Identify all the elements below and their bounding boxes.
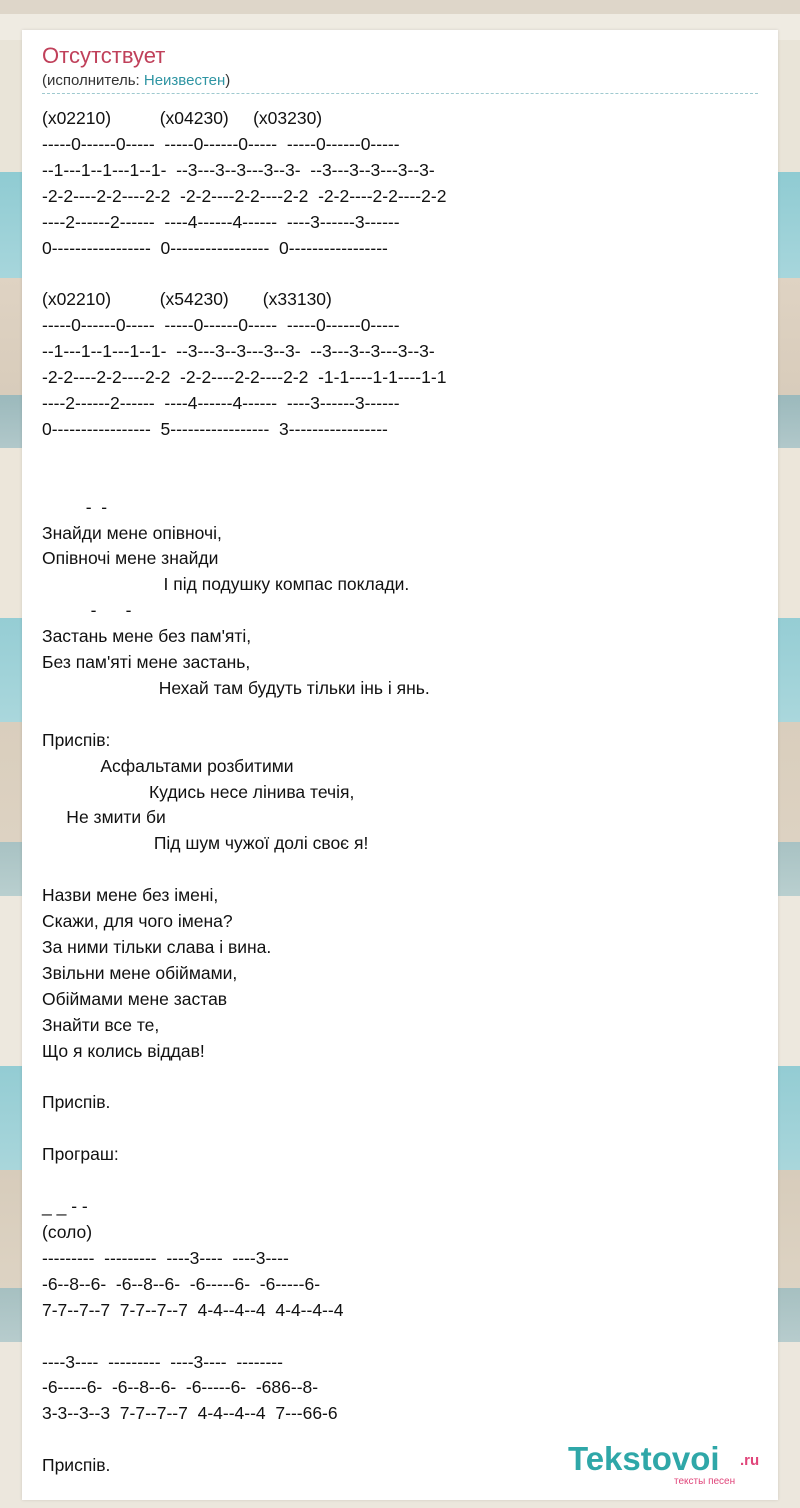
logo-wordmark: Tekstovoi [568, 1440, 720, 1477]
artist-link[interactable]: Неизвестен [143, 72, 226, 89]
artist-line [42, 72, 230, 89]
logo-tld: .ru [740, 1452, 760, 1469]
artist-prefix: (исполнитель: [42, 72, 144, 89]
site-logo[interactable] [568, 1440, 778, 1490]
artist-suffix: ) [225, 72, 231, 89]
lyrics-text: (x02210) (x04230) (x03230) -----0------0----- -----0------0----- -----0------0----- --1---1--1---1--1- --3---3--3---3--3- --3---3--3---3--3- -2-2----2-2----2-2 -2-2----2-2----2-2 -2-2----2-2----2-2 ----2------2------ ----4------4------ ----3------3------ 0----------------- 0----------------- 0----------------- (x02210) (x54230) (x33130) -----0------0----- -----0------0----- -----0------0----- --1---1--1---1--1- --3---3--3---3--3- --3---3--3---3--3- -2-2----2-2----2-2 -2-2----2-2----2-2 -1-1----1-1----1-1 ----2------2------ ----4------4------ ----3------3------ 0----------------- 5----------------- 3----------------- - - Знайди мене опівночі, Опівночі мене знайди І під подушку компас поклади. - - Застань мене без пам'яті, Без пам'яті мене застань, Нехай там будуть тільки інь і янь. Приспів: Асфальтами розбитими Кудись несе лінива течія, Не змити би Під шум чужої долі своє я! Назви мене без імені, Скажи, для чого імена? За ними тільки слава і вина. Звільни мене обіймами, Обіймами мене застав Знайти все те, Що я колись віддав! Приспів. Програш: _ _ - - (соло) --------- --------- ----3---- ----3---- -6--8--6- -6--8--6- -6-----6- -6-----6- 7-7--7--7 7-7--7--7 4-4--4--4 4-4--4--4 ----3---- --------- ----3---- -------- -6-----6- -6--8--6- -6-----6- -686--8- 3-3--3--3 7-7--7--7 4-4--4--4 7---66-6 Приспів. [42, 108, 447, 1476]
song-title: Отсутствует [42, 43, 166, 68]
logo-tagline: тексты песен [674, 1476, 736, 1487]
header-divider [42, 93, 758, 94]
